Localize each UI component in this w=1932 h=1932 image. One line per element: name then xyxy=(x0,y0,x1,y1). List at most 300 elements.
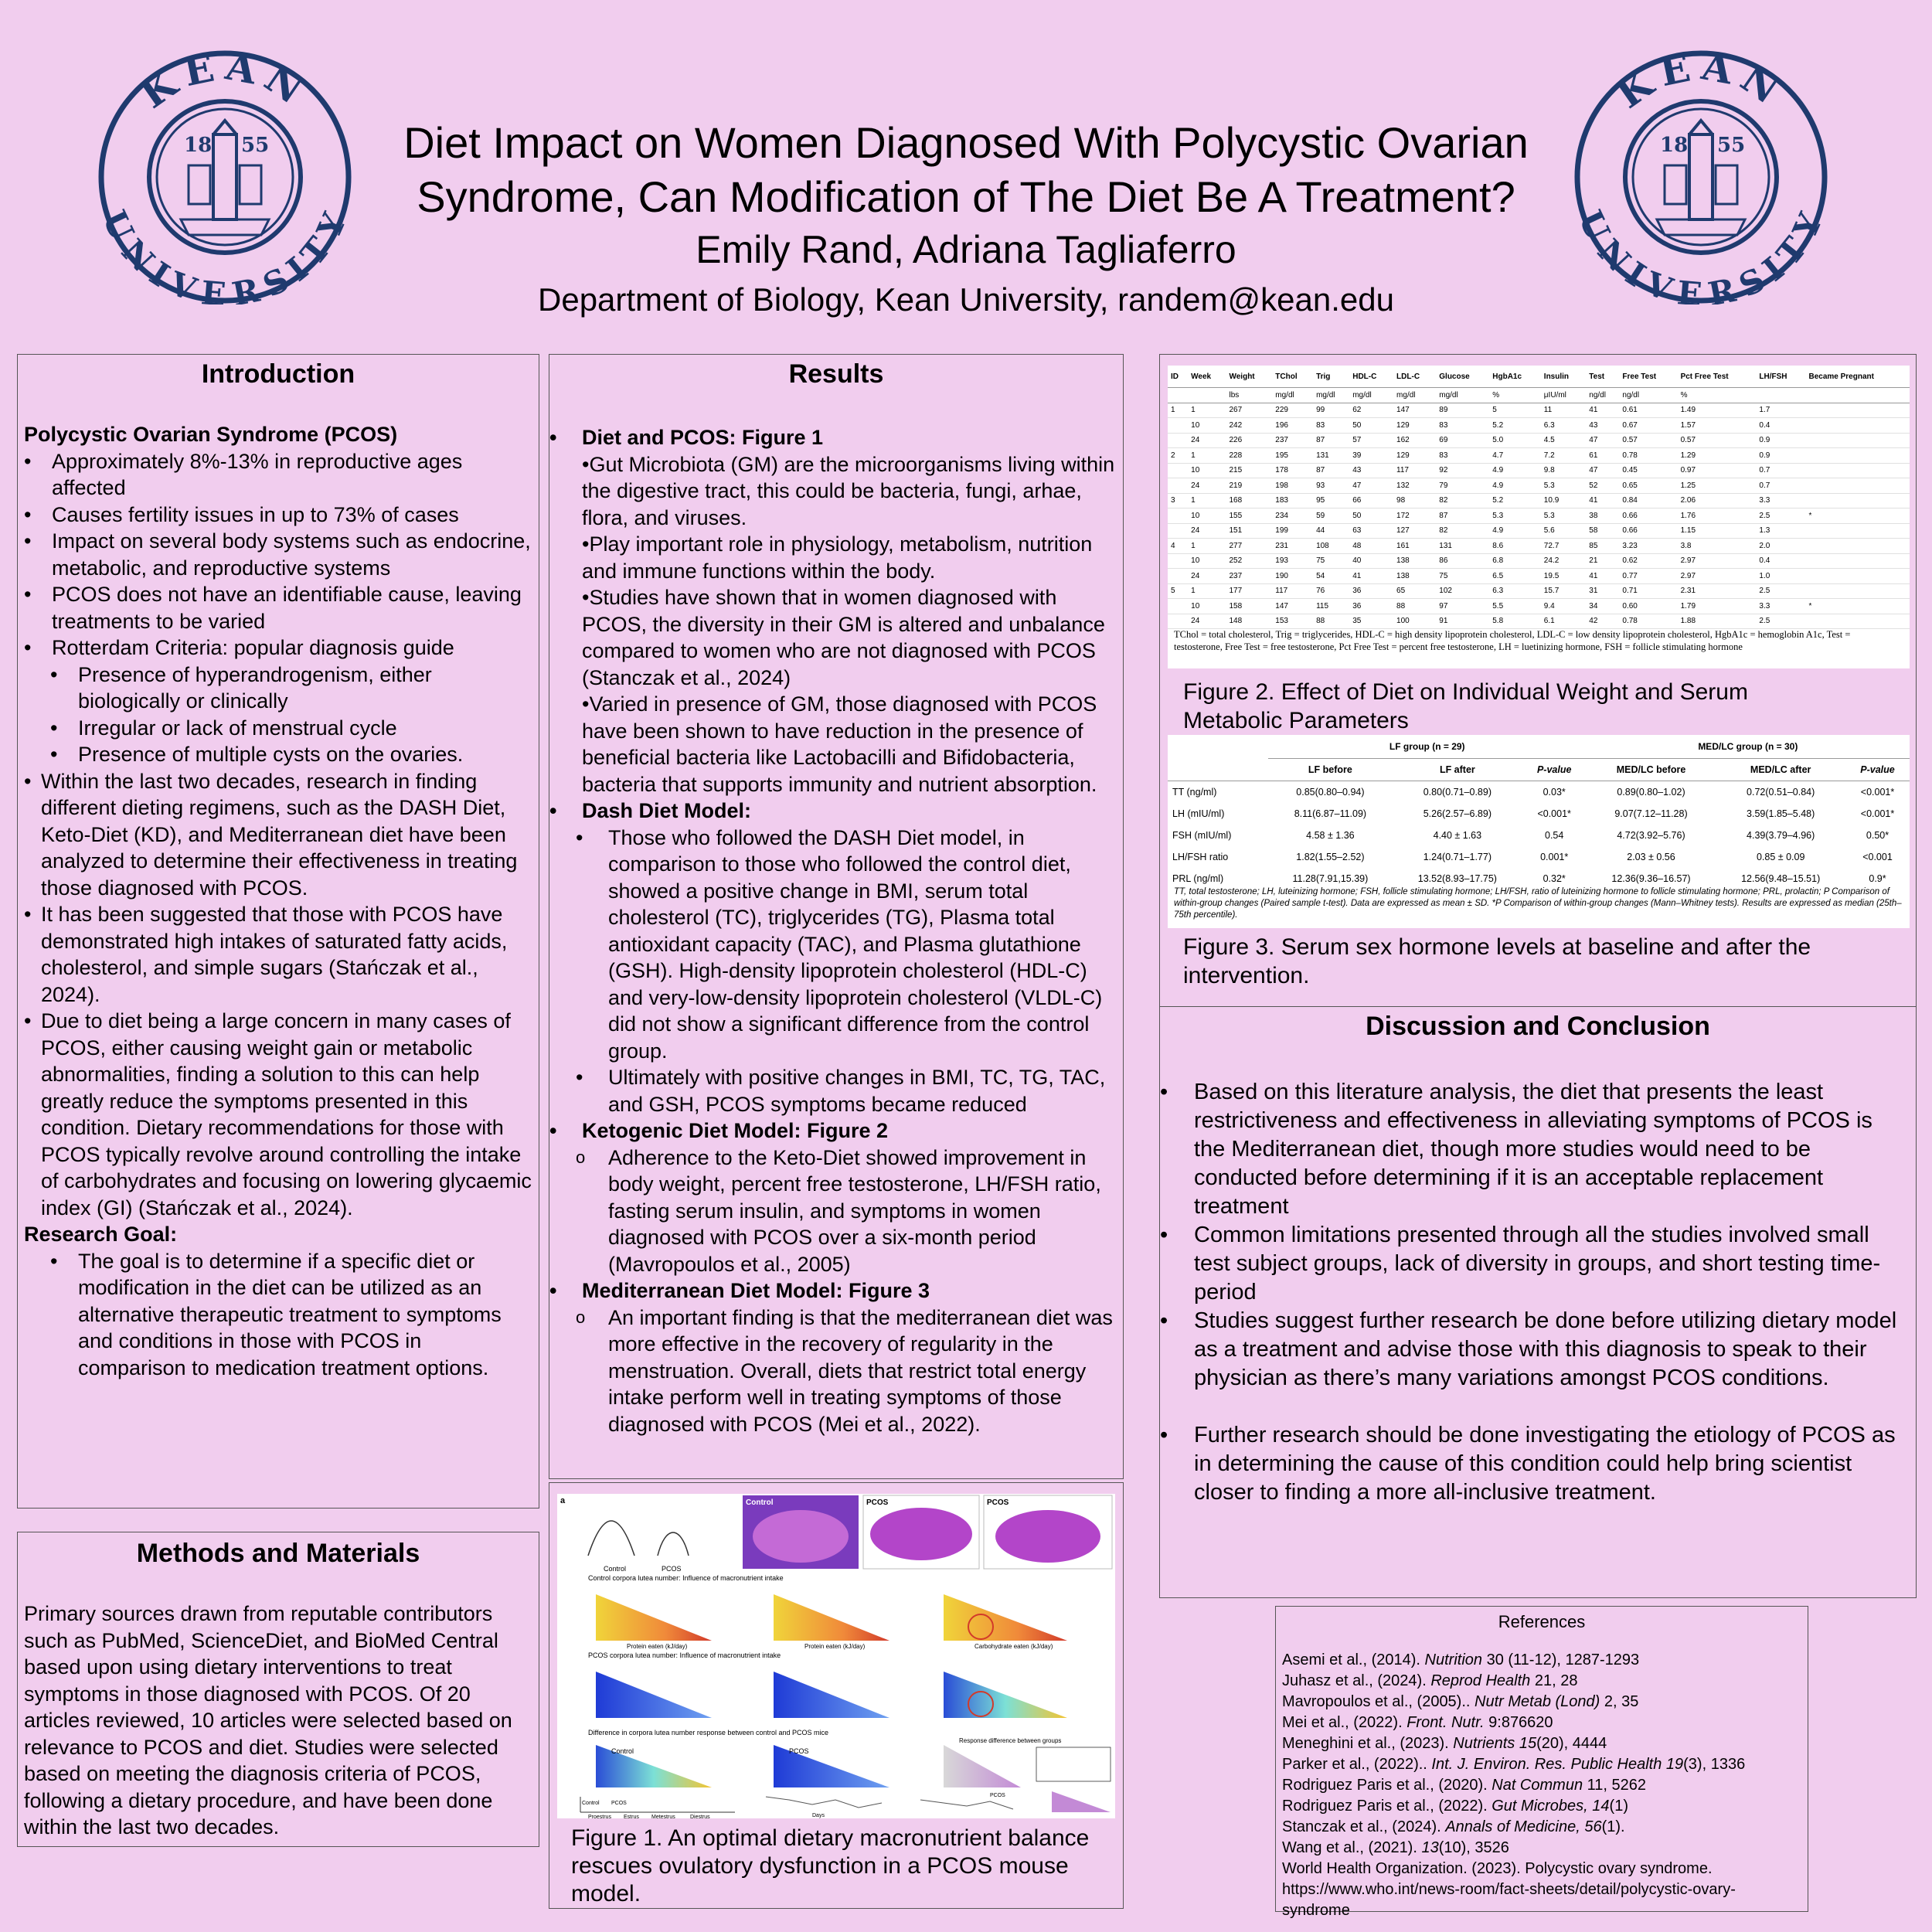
figure2-unit-cell xyxy=(1805,388,1910,403)
figure2-cell: 54 xyxy=(1313,569,1349,584)
fig1-c-label: PCOS xyxy=(866,1498,889,1507)
figure2-cell xyxy=(1805,448,1910,464)
discussion-list xyxy=(1160,1078,1910,1507)
figure2-cell: 43 xyxy=(1349,463,1393,478)
figure2-cell: 183 xyxy=(1272,493,1313,509)
reference-item: Meneghini et al., (2023). Nutrients 15(20), 4444 xyxy=(1282,1735,1607,1752)
figure2-cell: 234 xyxy=(1272,509,1313,524)
figure2-cell: 0.9 xyxy=(1756,448,1805,464)
figure2-cell: 3.8 xyxy=(1678,539,1757,554)
figure2-cell: 1 xyxy=(1168,403,1188,418)
figure2-cell: 1.25 xyxy=(1678,478,1757,494)
introduction-panel xyxy=(17,354,539,1509)
figure2-cell: 0.57 xyxy=(1619,433,1677,448)
figure2-column-header: TChol xyxy=(1272,366,1313,388)
med-point: o An important finding is that the mediterranean diet was more effective in the recovery of regularity in the menstruation. Overall, diets that restrict total energy intake perform well in treating symptoms of those diagnosed with PCOS (Mei et al., 2022). xyxy=(549,1304,1118,1438)
figure3-column-header: P-value xyxy=(1860,764,1895,775)
references-heading: References xyxy=(1498,1612,1586,1631)
figure2-cell xyxy=(1805,433,1910,448)
figure2-cell: 47 xyxy=(1586,433,1619,448)
figure2-cell: 0.61 xyxy=(1619,403,1677,418)
figure2-footnote: TChol = total cholesterol, Trig = triglycerides, HDL-C = high density lipoprotein cholesterol, LDL-C = low density lipoprotein cholesterol, HgbA1c = hemoglobin A1c, Test = testosterone, Free Test = free testosterone, Pct Free Test = percent free testosterone, LH = luetinizing hormone, FSH = follicle stimulating hormone xyxy=(1174,629,1851,652)
figure3-cell: 9.07(7.12–11.28) xyxy=(1614,808,1688,819)
figure2-row xyxy=(1168,583,1910,599)
figure2-column-header: Became Pregnant xyxy=(1805,366,1910,388)
figure2-cell: 226 xyxy=(1226,433,1272,448)
pcos-title: Polycystic Ovarian Syndrome (PCOS) xyxy=(24,423,398,446)
svg-text:KEAN xyxy=(1607,49,1794,117)
figure3-group-row xyxy=(1168,735,1910,758)
intro-item: • Due to diet being a large concern in many cases of PCOS, either causing weight gain or metabolic abnormalities, finding a solution to this can help greatly reduce the symptoms presented in this condition. Dietary recommendations for those with PCOS typically revolve around controlling the intake of carbohydrates and focusing on lowering glycaemic index (GI) (Stańczak et al., 2024). xyxy=(24,1008,534,1221)
dash-subheading: • Dash Diet Model: xyxy=(549,798,1118,825)
fig1-xlabel: Protein eaten (kJ/day) xyxy=(627,1643,688,1650)
figure2-row xyxy=(1168,403,1910,418)
figure2-cell: 162 xyxy=(1393,433,1436,448)
figure2-cell: 4.7 xyxy=(1489,448,1541,464)
figure2-cell: 99 xyxy=(1313,403,1349,418)
figure3-cell: 8.11(6.87–11.09) xyxy=(1294,808,1367,819)
figure2-cell: 24.2 xyxy=(1541,553,1586,569)
fig1-row1-title: Control corpora lutea number: Influence of macronutrient intake xyxy=(588,1574,784,1582)
figure2-cell: 57 xyxy=(1349,433,1393,448)
fig1-xlabel: Carbohydrate eaten (kJ/day) xyxy=(975,1643,1053,1650)
kean-seal-right xyxy=(1573,49,1828,304)
fig1-m-table xyxy=(1036,1747,1111,1781)
figure2-row xyxy=(1168,433,1910,448)
figure2-cell: 0.60 xyxy=(1619,599,1677,614)
figure3-column-header xyxy=(1168,758,1268,781)
seal-year-right: 55 xyxy=(241,134,270,157)
figure2-cell: 87 xyxy=(1313,463,1349,478)
figure2-cell: 10 xyxy=(1188,509,1226,524)
figure2-column-header: Weight xyxy=(1226,366,1272,388)
figure2-cell: 41 xyxy=(1586,493,1619,509)
figure2-cell: 5.0 xyxy=(1489,433,1541,448)
figure2-cell: 19.5 xyxy=(1541,569,1586,584)
figure2-cell: 1.0 xyxy=(1756,569,1805,584)
figure3-cell: 4.39(3.79–4.96) xyxy=(1747,829,1815,841)
fig1-point: •Play important role in physiology, metabolism, nutrition and immune functions within the body. xyxy=(582,532,1093,583)
figure2-cell: 1 xyxy=(1188,448,1226,464)
poster-title-line2: Syndrome, Can Modification of The Diet Be A Treatment? xyxy=(417,172,1515,221)
figure2-cell: 65 xyxy=(1393,583,1436,599)
figure2-cell: 277 xyxy=(1226,539,1272,554)
figure3-row xyxy=(1168,846,1910,868)
figure2-cell: * xyxy=(1805,509,1910,524)
references-panel xyxy=(1275,1606,1808,1919)
fig1-n-xtick: Metestrus xyxy=(651,1815,675,1818)
figure2-cell xyxy=(1805,569,1910,584)
figure3-cell: PRL (ng/ml) xyxy=(1172,872,1224,884)
figure2-cell: 215 xyxy=(1226,463,1272,478)
figure2-cell: 3.23 xyxy=(1619,539,1677,554)
reference-journal: Nutr Metab (Lond) xyxy=(1475,1693,1600,1710)
figure2-row xyxy=(1168,523,1910,539)
figure2-cell: 177 xyxy=(1226,583,1272,599)
med-subheading: • Mediterranean Diet Model: Figure 3 xyxy=(549,1277,1118,1304)
intro-sub-item: • Presence of hyperandrogenism, either biologically or clinically xyxy=(24,662,534,715)
figure3-cell: 1.82(1.55–2.52) xyxy=(1296,851,1365,862)
figure2-cell: 158 xyxy=(1226,599,1272,614)
figure3-cell: 13.52(8.93–17.75) xyxy=(1417,872,1497,884)
figure2-cell: 41 xyxy=(1586,403,1619,418)
fig1-l-label: PCOS xyxy=(789,1747,809,1755)
figure2-cell: 97 xyxy=(1436,599,1489,614)
figure2-cell: 138 xyxy=(1393,569,1436,584)
figure3-row xyxy=(1168,781,1910,803)
figure2-cell: 93 xyxy=(1313,478,1349,494)
figure2-cell: 5 xyxy=(1489,403,1541,418)
figure2-cell: 5.3 xyxy=(1541,509,1586,524)
figure2-cell xyxy=(1168,509,1188,524)
figure2-cell xyxy=(1168,553,1188,569)
figure2-row xyxy=(1168,599,1910,614)
figure2-cell: 88 xyxy=(1313,614,1349,629)
figure2-cell: 1.7 xyxy=(1756,403,1805,418)
figure2-cell xyxy=(1805,478,1910,494)
figure2-cell: 1 xyxy=(1188,539,1226,554)
reference-item: Rodriguez Paris et al., (2020). Nat Commun 11, 5262 xyxy=(1282,1777,1646,1794)
reference-journal: Gut Microbes, 14 xyxy=(1492,1798,1610,1815)
discussion-point: • Further research should be done investigating the etiology of PCOS as in determining the cause of this condition could help bring scientist closer to finding a more all-inclusive treatment. xyxy=(1160,1421,1910,1507)
figure2-cell xyxy=(1805,403,1910,418)
intro-item: • Approximately 8%-13% in reproductive ages affected xyxy=(24,448,534,502)
figure2-cell xyxy=(1168,463,1188,478)
figure2-cell: 5.2 xyxy=(1489,418,1541,434)
fig1-n-xtick: Estrus xyxy=(624,1815,639,1818)
figure2-cell: 0.57 xyxy=(1678,433,1757,448)
figure2-cell: 172 xyxy=(1393,509,1436,524)
figure2-cell: 131 xyxy=(1436,539,1489,554)
figure3-cell: 1.24(0.71–1.77) xyxy=(1423,851,1492,862)
reference-item: Wang et al., (2021). 13(10), 3526 xyxy=(1282,1839,1509,1856)
introduction-body xyxy=(24,421,534,1381)
reference-item: Mavropoulos et al., (2005).. Nutr Metab (Lond) 2, 35 xyxy=(1282,1693,1639,1710)
seal-bottom-text: UNIVERSITY xyxy=(97,204,352,304)
figure2-cell: 61 xyxy=(1586,448,1619,464)
figure2-cell: 50 xyxy=(1349,509,1393,524)
figure2-cell: 161 xyxy=(1393,539,1436,554)
figure2-row xyxy=(1168,478,1910,494)
figure2-unit-cell: μIU/ml xyxy=(1541,388,1586,403)
figure2-cell: 4.9 xyxy=(1489,463,1541,478)
fig1-days-label: Days xyxy=(812,1813,825,1818)
figure2-cell: 127 xyxy=(1393,523,1436,539)
figure2-cell: 2.31 xyxy=(1678,583,1757,599)
figure2-cell: 1.57 xyxy=(1678,418,1757,434)
figure2-cell: 6.8 xyxy=(1489,553,1541,569)
figure2-cell: 92 xyxy=(1436,463,1489,478)
figure2-cell: 24 xyxy=(1188,614,1226,629)
methods-panel xyxy=(17,1532,539,1847)
figure2-cell: 2 xyxy=(1168,448,1188,464)
figure2-cell: 11 xyxy=(1541,403,1586,418)
figure2-cell: 69 xyxy=(1436,433,1489,448)
figure2-cell: 2.5 xyxy=(1756,509,1805,524)
figure2-cell: 31 xyxy=(1586,583,1619,599)
figure3-cell: LH/FSH ratio xyxy=(1172,851,1229,862)
figure2-cell: 2.97 xyxy=(1678,553,1757,569)
reference-item: Asemi et al., (2014). Nutrition 30 (11-12), 1287-1293 xyxy=(1282,1651,1640,1668)
figure2-cell: 21 xyxy=(1586,553,1619,569)
figure3-cell: 0.89(0.80–1.02) xyxy=(1617,786,1685,798)
figure2-cell: 95 xyxy=(1313,493,1349,509)
figure2-row xyxy=(1168,509,1910,524)
figure3-cell: <0.001* xyxy=(1860,786,1895,798)
figure2-cell: 0.77 xyxy=(1619,569,1677,584)
figure2-cell: 2.5 xyxy=(1756,614,1805,629)
figure2-cell: 1.88 xyxy=(1678,614,1757,629)
figure2-cell: 198 xyxy=(1272,478,1313,494)
figure2-cell: 115 xyxy=(1313,599,1349,614)
seal-year-left: 18 xyxy=(184,134,213,157)
figure2-cell: 168 xyxy=(1226,493,1272,509)
poster-authors: Emily Rand, Adriana Tagliaferro xyxy=(696,228,1236,271)
figure3-image xyxy=(1168,735,1910,928)
figure2-cell: 75 xyxy=(1436,569,1489,584)
fig1-n-legend: PCOS xyxy=(611,1801,627,1806)
figure2-row xyxy=(1168,448,1910,464)
reference-journal: Nat Commun xyxy=(1492,1777,1583,1794)
results-list xyxy=(549,424,1118,451)
figure2-cell: 228 xyxy=(1226,448,1272,464)
figure2-unit-cell: mg/dl xyxy=(1436,388,1489,403)
figure2-cell xyxy=(1805,553,1910,569)
figure2-cell: 1 xyxy=(1188,403,1226,418)
keto-point: o Adherence to the Keto-Diet showed improvement in body weight, percent free testosterone, LH/FSH ratio, fasting serum insulin, and symptoms in women diagnosed with PCOS over a six-month period (Mavropoulos et al., 2005) xyxy=(549,1145,1118,1278)
figure2-cell: 193 xyxy=(1272,553,1313,569)
figure2-cell: 199 xyxy=(1272,523,1313,539)
figure2-column-header: Week xyxy=(1188,366,1226,388)
figure2-cell xyxy=(1168,523,1188,539)
figure3-cell: <0.001* xyxy=(1860,808,1895,819)
figure2-cell: 1.15 xyxy=(1678,523,1757,539)
figure2-cell: 3 xyxy=(1168,493,1188,509)
fig1-label-a: a xyxy=(560,1496,566,1505)
figure2-cell xyxy=(1168,418,1188,434)
reference-journal: Annals of Medicine, 56 xyxy=(1445,1818,1602,1835)
seal-torch xyxy=(1689,134,1713,219)
figure2-cell: 83 xyxy=(1436,418,1489,434)
figure2-cell: 38 xyxy=(1586,509,1619,524)
reference-item: Mei et al., (2022). Front. Nutr. 9:876620 xyxy=(1282,1714,1553,1731)
figure2-unit-cell: mg/dl xyxy=(1272,388,1313,403)
figure2-column-header: Insulin xyxy=(1541,366,1586,388)
figure3-group-med: MED/LC group (n = 30) xyxy=(1587,735,1910,758)
reference-item: Juhasz et al., (2024). Reprod Health 21, 28 xyxy=(1282,1672,1578,1689)
figure2-cell: 10.9 xyxy=(1541,493,1586,509)
figure2-cell: 0.7 xyxy=(1756,463,1805,478)
figure2-cell: 0.9 xyxy=(1756,433,1805,448)
figure2-cell: 117 xyxy=(1272,583,1313,599)
figure2-cell: 58 xyxy=(1586,523,1619,539)
figure3-cell: TT (ng/ml) xyxy=(1172,786,1217,798)
figure3-cell: 3.59(1.85–5.48) xyxy=(1747,808,1815,819)
figure2-cell: 24 xyxy=(1188,433,1226,448)
figure2-row xyxy=(1168,614,1910,629)
figure2-cell: 9.4 xyxy=(1541,599,1586,614)
figure2-cell: 3.3 xyxy=(1756,599,1805,614)
figure2-cell: 85 xyxy=(1586,539,1619,554)
figure3-cell: <0.001* xyxy=(1537,808,1571,819)
figure3-cell: 0.85(0.80–0.94) xyxy=(1296,786,1365,798)
figure2-cell: 24 xyxy=(1188,523,1226,539)
figure2-cell: 117 xyxy=(1393,463,1436,478)
figure2-cell: 6.3 xyxy=(1541,418,1586,434)
figure2-cell xyxy=(1805,583,1910,599)
seal-year-right: 55 xyxy=(1717,134,1746,157)
figure2-cell: 52 xyxy=(1586,478,1619,494)
figure2-cell xyxy=(1805,539,1910,554)
figure2-unit-cell xyxy=(1188,388,1226,403)
discussion-point: • Common limitations presented through all the studies involved small test subject groups, lack of diversity in groups, and short testing time-period xyxy=(1160,1221,1910,1307)
fig1-d-label: PCOS xyxy=(987,1498,1009,1507)
dash-point: • Ultimately with positive changes in BMI, TC, TG, TAC, and GSH, PCOS symptoms became reduced xyxy=(549,1064,1118,1117)
figure2-cell xyxy=(1805,614,1910,629)
figure2-cell: 63 xyxy=(1349,523,1393,539)
figure2-cell: 129 xyxy=(1393,448,1436,464)
figure1-panel xyxy=(549,1482,1124,1909)
figure2-column-header: LH/FSH xyxy=(1756,366,1805,388)
figure2-cell: 153 xyxy=(1272,614,1313,629)
seal-torch xyxy=(213,134,236,219)
figure2-cell: 4 xyxy=(1168,539,1188,554)
figure2-cell: 82 xyxy=(1436,493,1489,509)
figure3-row xyxy=(1168,803,1910,825)
figure2-cell: 5.2 xyxy=(1489,493,1541,509)
figure2-cell: 1.76 xyxy=(1678,509,1757,524)
figure2-cell xyxy=(1805,493,1910,509)
results-heading: Results xyxy=(788,359,884,389)
figure2-cell: 190 xyxy=(1272,569,1313,584)
figure2-cell: 0.7 xyxy=(1756,478,1805,494)
results-list-2 xyxy=(549,798,1118,1437)
figure2-column-header: LDL-C xyxy=(1393,366,1436,388)
figure2-cell: 1.49 xyxy=(1678,403,1757,418)
figure2-cell: 1 xyxy=(1188,493,1226,509)
figure2-unit-cell xyxy=(1756,388,1805,403)
figure2-cell: 229 xyxy=(1272,403,1313,418)
figure2-column-header: HDL-C xyxy=(1349,366,1393,388)
figure2-cell xyxy=(1168,433,1188,448)
figure2-cell: 1.29 xyxy=(1678,448,1757,464)
svg-text:KEAN xyxy=(131,49,318,117)
figure2-column-header: ID xyxy=(1168,366,1188,388)
reference-journal: Reprod Health xyxy=(1430,1672,1531,1689)
figure2-cell: 5.8 xyxy=(1489,614,1541,629)
intro-item: • It has been suggested that those with PCOS have demonstrated high intakes of saturated fatty acids, cholesterol, and simple sugars (Stańczak et al., 2024). xyxy=(24,901,534,1008)
figure3-cell: 0.85 ± 0.09 xyxy=(1756,851,1805,862)
fig1-point: •Studies have shown that in women diagnosed with PCOS, the diversity in their GM is altered and unbalance compared to women who are not diagnosed with PCOS (Stanczak et al., 2024) xyxy=(582,586,1105,689)
references-list xyxy=(1282,1650,1803,1921)
figure2-row xyxy=(1168,418,1910,434)
figure2-cell: 5.3 xyxy=(1541,478,1586,494)
figure2-cell: 1.3 xyxy=(1756,523,1805,539)
figure2-cell: 48 xyxy=(1349,539,1393,554)
figure2-cell: 44 xyxy=(1313,523,1349,539)
figure2-cell: 2.0 xyxy=(1756,539,1805,554)
figure2-cell: 5.5 xyxy=(1489,599,1541,614)
figure1-image xyxy=(557,1494,1115,1818)
figure2-cell: 6.3 xyxy=(1489,583,1541,599)
figure2-cell xyxy=(1805,463,1910,478)
figure2-cell: 0.62 xyxy=(1619,553,1677,569)
figure2-row xyxy=(1168,493,1910,509)
figure2-unit-cell: % xyxy=(1489,388,1541,403)
figure2-cell: 8.6 xyxy=(1489,539,1541,554)
intro-sub-item: • Presence of multiple cysts on the ovaries. xyxy=(24,741,534,768)
figure2-cell: 47 xyxy=(1349,478,1393,494)
figure3-cell: 0.03* xyxy=(1543,786,1566,798)
figure2-cell: 5.3 xyxy=(1489,509,1541,524)
figure3-cell: 0.001* xyxy=(1540,851,1569,862)
figure2-cell: 39 xyxy=(1349,448,1393,464)
figure2-cell: 34 xyxy=(1586,599,1619,614)
figure2-unit-cell: ng/dl xyxy=(1586,388,1619,403)
figure2-cell: 231 xyxy=(1272,539,1313,554)
poster-title xyxy=(363,116,1569,224)
figure3-column-header: LF after xyxy=(1439,764,1475,775)
figure2-cell: 196 xyxy=(1272,418,1313,434)
goal-list xyxy=(24,1248,534,1382)
figure3-cell: 4.40 ± 1.63 xyxy=(1433,829,1482,841)
figure2-cell: 147 xyxy=(1272,599,1313,614)
figure2-column-header: Glucose xyxy=(1436,366,1489,388)
figure3-cell: 0.32* xyxy=(1543,872,1566,884)
seal-year-left: 18 xyxy=(1660,134,1689,157)
figure1-caption: Figure 1. An optimal dietary macronutrient balance rescues ovulatory dysfunction in a PCOS mouse model. xyxy=(571,1825,1090,1906)
figure3-cell: 0.9* xyxy=(1869,872,1886,884)
figure2-column-header: HgbA1c xyxy=(1489,366,1541,388)
figure2-unit-cell: lbs xyxy=(1226,388,1272,403)
figure3-table xyxy=(1168,735,1910,889)
research-goal-text: • The goal is to determine if a specific diet or modification in the diet can be utilized as an alternative therapeutic treatment to symptoms and conditions in those with PCOS in comparison to medication treatment options. xyxy=(24,1248,534,1382)
figure2-cell: 0.66 xyxy=(1619,509,1677,524)
kean-seal-left xyxy=(97,49,352,304)
figure2-cell: 35 xyxy=(1349,614,1393,629)
figure2-cell: 15.7 xyxy=(1541,583,1586,599)
figure2-cell: 10 xyxy=(1188,599,1226,614)
figure2-column-header: Pct Free Test xyxy=(1678,366,1757,388)
fig1-point: •Varied in presence of GM, those diagnosed with PCOS have been shown to have reduction in the presence of beneficial bacteria like Lactobacilli and Bifidobacteria, bacteria that supports immunity and nutrient absorption. xyxy=(582,692,1097,796)
figure3-cell: 0.50* xyxy=(1866,829,1889,841)
figure3-cell: 12.56(9.48–15.51) xyxy=(1741,872,1821,884)
figure3-cell: 2.03 ± 0.56 xyxy=(1627,851,1675,862)
intro-item: • Within the last two decades, research in finding different dieting regimens, such as the DASH Diet, Keto-Diet (KD), and Mediterranean diet have been analyzed to determine their effectiveness in treating those diagnosed with PCOS. xyxy=(24,768,534,902)
figure2-cell: 6.1 xyxy=(1541,614,1586,629)
figure2-cell: 0.97 xyxy=(1678,463,1757,478)
figure2-cell: 267 xyxy=(1226,403,1272,418)
figure2-caption: Figure 2. Effect of Diet on Individual Weight and Serum Metabolic Parameters xyxy=(1183,679,1748,733)
figure2-cell: 66 xyxy=(1349,493,1393,509)
figure2-cell: * xyxy=(1805,599,1910,614)
figure2-cell: 151 xyxy=(1226,523,1272,539)
figure2-cell: 108 xyxy=(1313,539,1349,554)
methods-text: Primary sources drawn from reputable contributors such as PubMed, ScienceDiet, and BioMed Central based upon using dietary interventions to treat symptoms in those diagnosed with PCOS. Of 20 articles reviewed, 10 articles were selected based on relevance to PCOS and diet. Studies were selected based on meeting the diagnosis criteria of PCOS, following a dietary procedure, and have been done within the last two decades. xyxy=(24,1602,512,1838)
fig1-b-label: Control xyxy=(746,1498,774,1507)
reference-journal: 13 xyxy=(1421,1839,1439,1856)
figure2-cell: 36 xyxy=(1349,599,1393,614)
fig1-row3-title: Difference in corpora lutea number response between control and PCOS mice xyxy=(588,1729,829,1736)
figure2-column-header: Trig xyxy=(1313,366,1349,388)
figure2-cell: 0.78 xyxy=(1619,614,1677,629)
figure2-cell xyxy=(1168,478,1188,494)
figure2-cell: 195 xyxy=(1272,448,1313,464)
figure2-unit-cell: ng/dl xyxy=(1619,388,1677,403)
figure3-cell: 0.72(0.51–0.84) xyxy=(1747,786,1815,798)
figure2-cell: 79 xyxy=(1436,478,1489,494)
figure2-cell: 40 xyxy=(1349,553,1393,569)
